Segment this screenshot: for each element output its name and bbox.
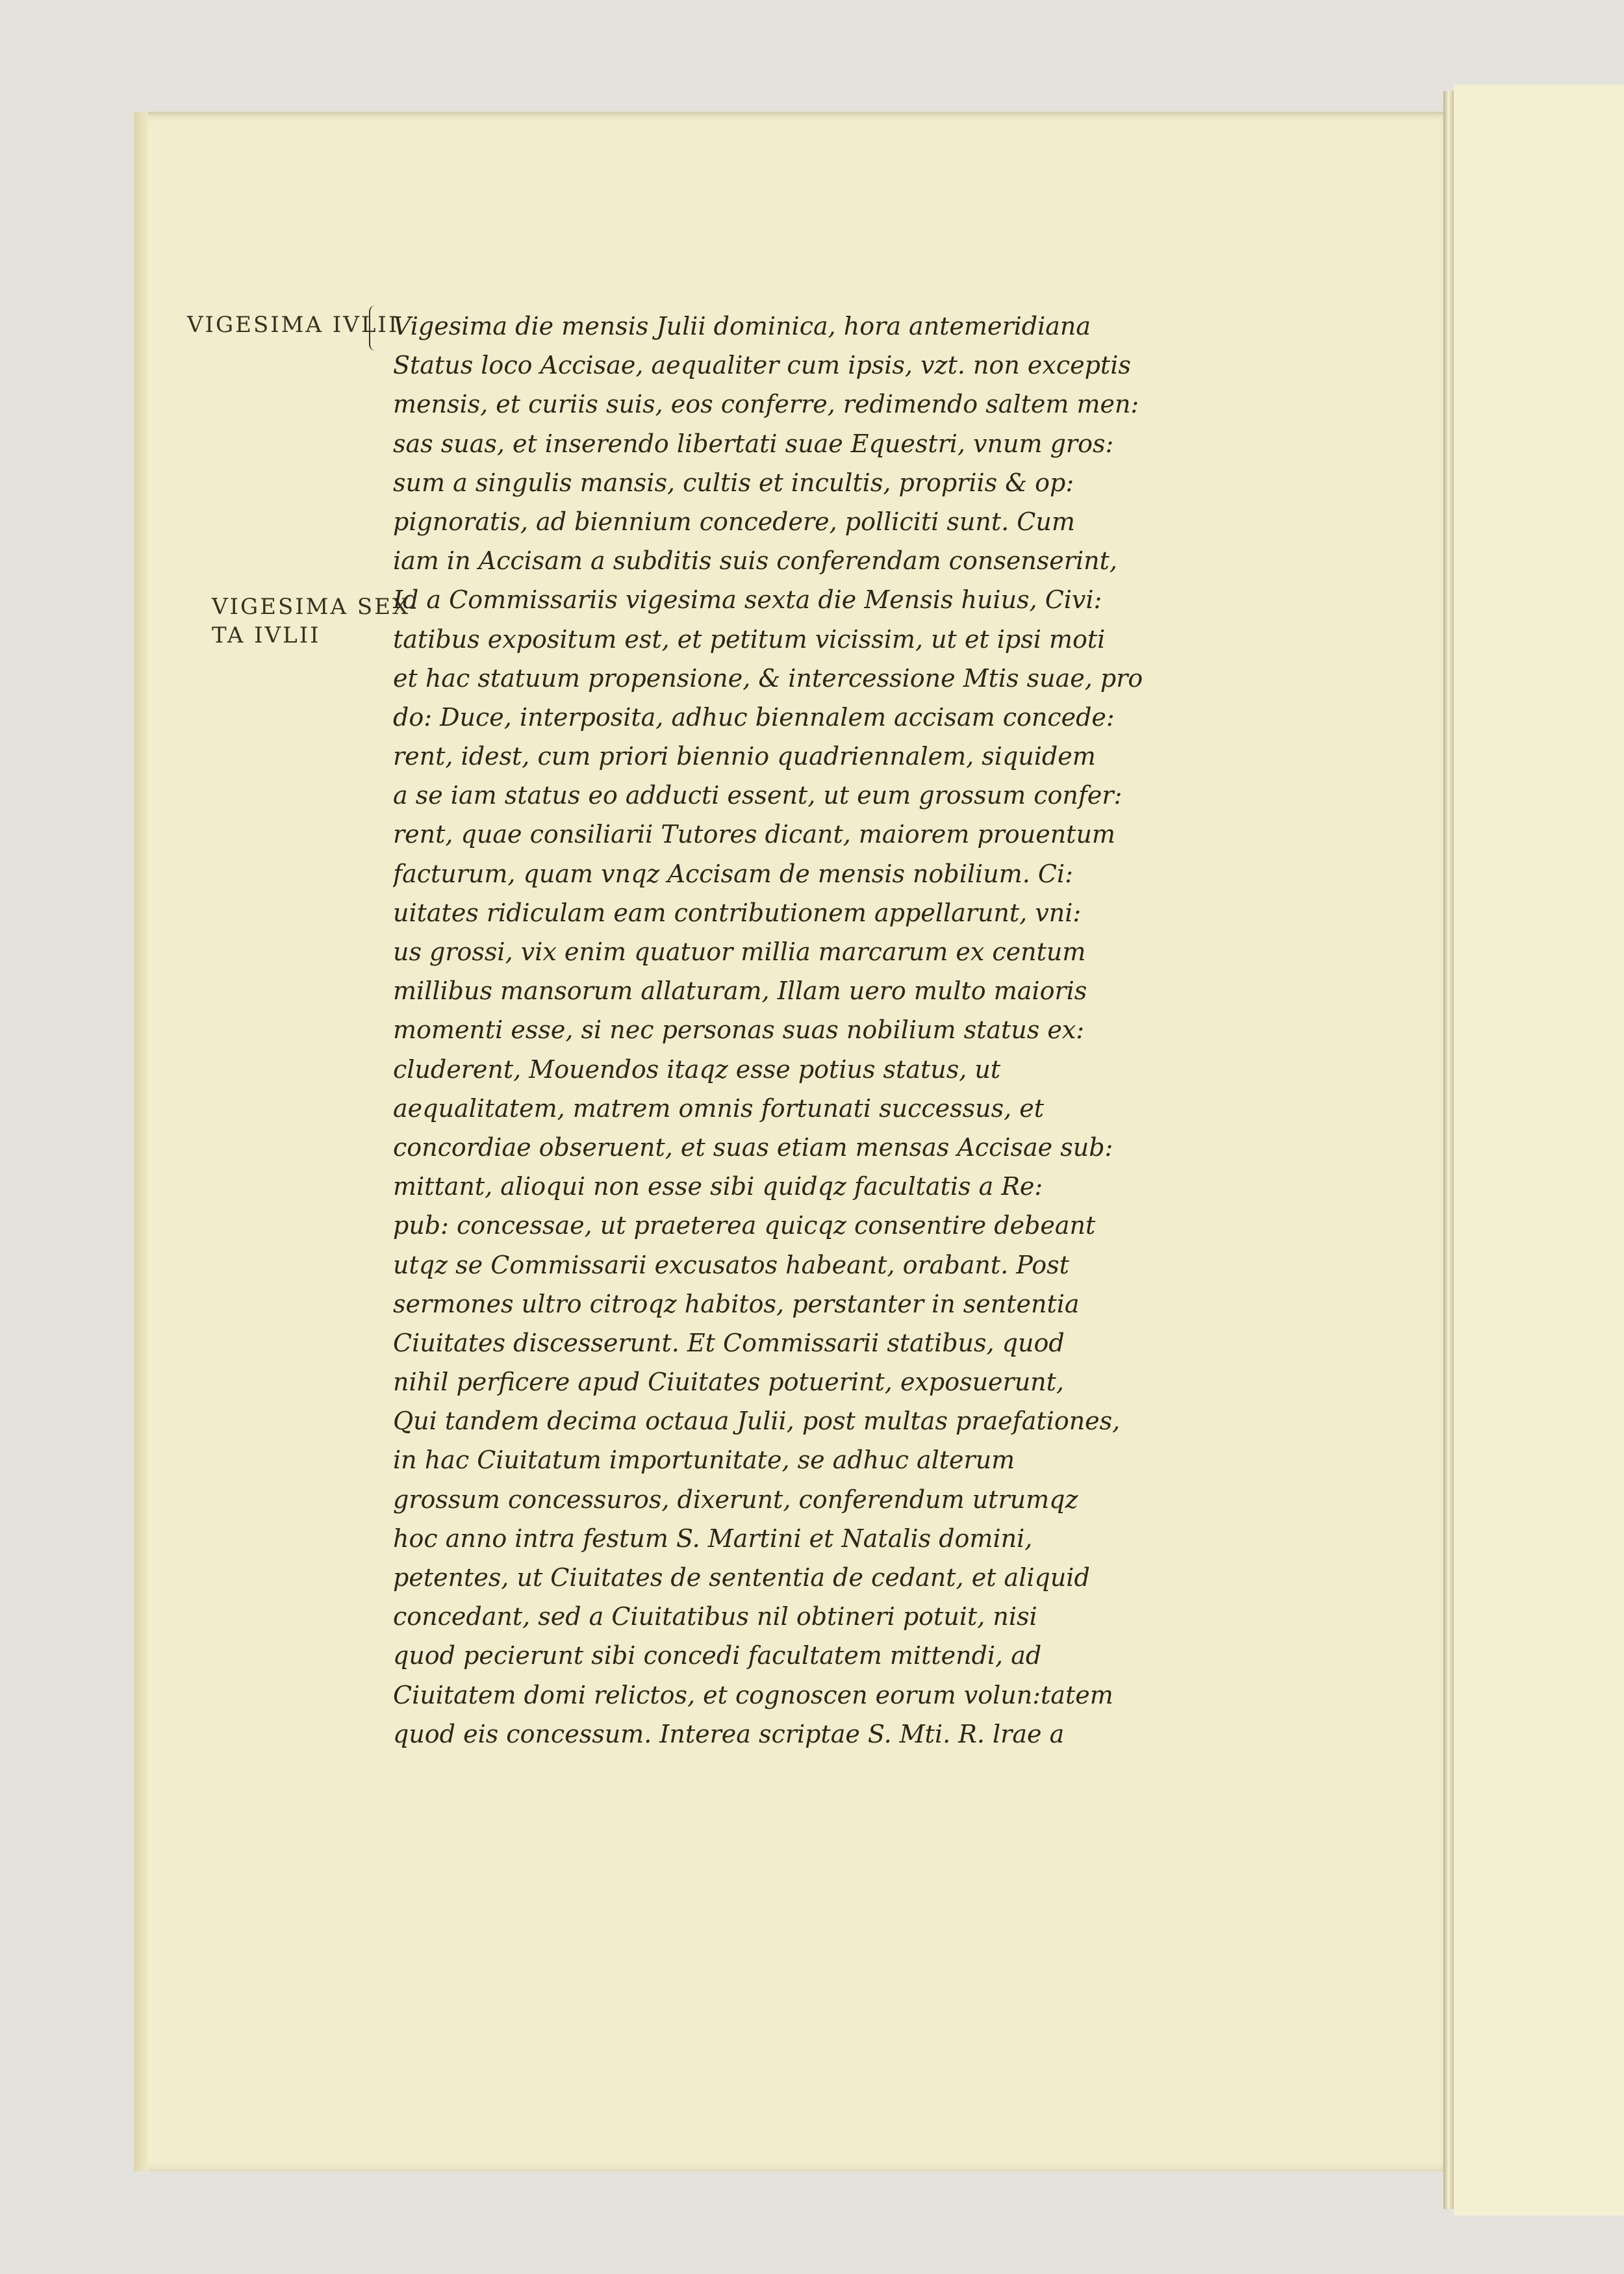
- text-line: momenti esse, si nec personas suas nobilium status ex:: [393, 1016, 1085, 1045]
- text-line: do: Duce, interposita, adhuc biennalem accisam concede:: [393, 702, 1115, 732]
- text-line: sermones ultro citroqz habitos, perstanter in sententia: [393, 1289, 1080, 1318]
- margin-note-line: TA IVLII: [212, 622, 321, 648]
- page-left-edge: [134, 112, 148, 2171]
- text-line: us grossi, vix enim quatuor millia marcarum ex centum: [393, 938, 1086, 966]
- text-line: millibus mansorum allaturam, Illam uero multo maioris: [393, 977, 1087, 1006]
- text-line: Qui tandem decima octaua Julii, post multas praefationes,: [393, 1407, 1121, 1436]
- text-line: a se iam status eo adducti essent, ut eum grossum confer:: [393, 781, 1123, 810]
- margin-bracket: [369, 305, 379, 351]
- text-line: tatibus expositum est, et petitum vicissim, ut et ipsi moti: [393, 624, 1106, 654]
- margin-note-line: VIGESIMA SEX-: [212, 594, 419, 620]
- text-line: sum a singulis mansis, cultis et incultis, propriis & op:: [393, 468, 1074, 497]
- text-line: petentes, ut Ciuitates de sententia de cedant, et aliquid: [393, 1563, 1090, 1592]
- text-line: rent, quae consiliarii Tutores dicant, maiorem prouentum: [393, 820, 1115, 849]
- text-line: Status loco Accisae, aequaliter cum ipsis, vzt. non exceptis: [393, 351, 1131, 380]
- margin-note-vigesima-sexta-iulii: [212, 593, 418, 650]
- book-gutter: [1443, 91, 1454, 2209]
- text-line: utqz se Commissarii excusatos habeant, orabant. Post: [393, 1250, 1069, 1279]
- text-line: aequalitatem, matrem omnis fortunati successus, et: [393, 1093, 1045, 1123]
- text-line: cluderent, Mouendos itaqz esse potius status, ut: [393, 1054, 1001, 1084]
- text-line: uitates ridiculam eam contributionem appellarunt, vni:: [393, 898, 1082, 927]
- text-line: mensis, et curiis suis, eos conferre, redimendo saltem men:: [393, 390, 1139, 419]
- text-line: pub: concessae, ut praeterea quicqz consentire debeant: [393, 1211, 1096, 1240]
- text-line: Id a Commissariis vigesima sexta die Mensis huius, Civi:: [393, 585, 1102, 615]
- text-line: grossum concessuros, dixerunt, conferendum utrumqz: [393, 1485, 1078, 1514]
- text-line: rent, idest, cum priori biennio quadriennalem, siquidem: [393, 742, 1096, 771]
- text-line: pignoratis, ad biennium concedere, polliciti sunt. Cum: [393, 507, 1075, 536]
- text-line: concedant, sed a Ciuitatibus nil obtineri potuit, nisi: [393, 1602, 1037, 1631]
- manuscript-body-text: [393, 307, 1283, 1754]
- text-line: Ciuitates discesserunt. Et Commissarii statibus, quod: [393, 1328, 1065, 1357]
- text-line: quod pecierunt sibi concedi facultatem mittendi, ad: [393, 1641, 1042, 1670]
- text-line: Vigesima die mensis Julii dominica, hora antemeridiana: [393, 312, 1091, 340]
- text-line: Ciuitatem domi relictos, et cognoscen eorum volun:tatem: [393, 1680, 1113, 1709]
- text-line: iam in Accisam a subditis suis conferendam consenserint,: [393, 546, 1117, 576]
- text-line: in hac Ciuitatum importunitate, se adhuc alterum: [393, 1446, 1015, 1475]
- text-line: hoc anno intra festum S. Martini et Natalis domini,: [393, 1524, 1033, 1553]
- text-line: et hac statuum propensione, & intercessione Mtis suae, pro: [393, 663, 1143, 693]
- facing-page-edge: [1454, 84, 1624, 2216]
- text-line: nihil perficere apud Ciuitates potuerint, exposuerunt,: [393, 1368, 1064, 1397]
- text-line: concordiae obseruent, et suas etiam mensas Accisae sub:: [393, 1132, 1113, 1162]
- text-line: sas suas, et inserendo libertati suae Equestri, vnum gros:: [393, 429, 1114, 458]
- text-line: facturum, quam vnqz Accisam de mensis nobilium. Ci:: [393, 859, 1073, 888]
- margin-note-vigesima-iulii: VIGESIMA IVLII: [187, 312, 400, 338]
- text-line: quod eis concessum. Interea scriptae S. Mti. R. lrae a: [393, 1719, 1065, 1748]
- text-line: mittant, alioqui non esse sibi quidqz facultatis a Re:: [393, 1172, 1043, 1201]
